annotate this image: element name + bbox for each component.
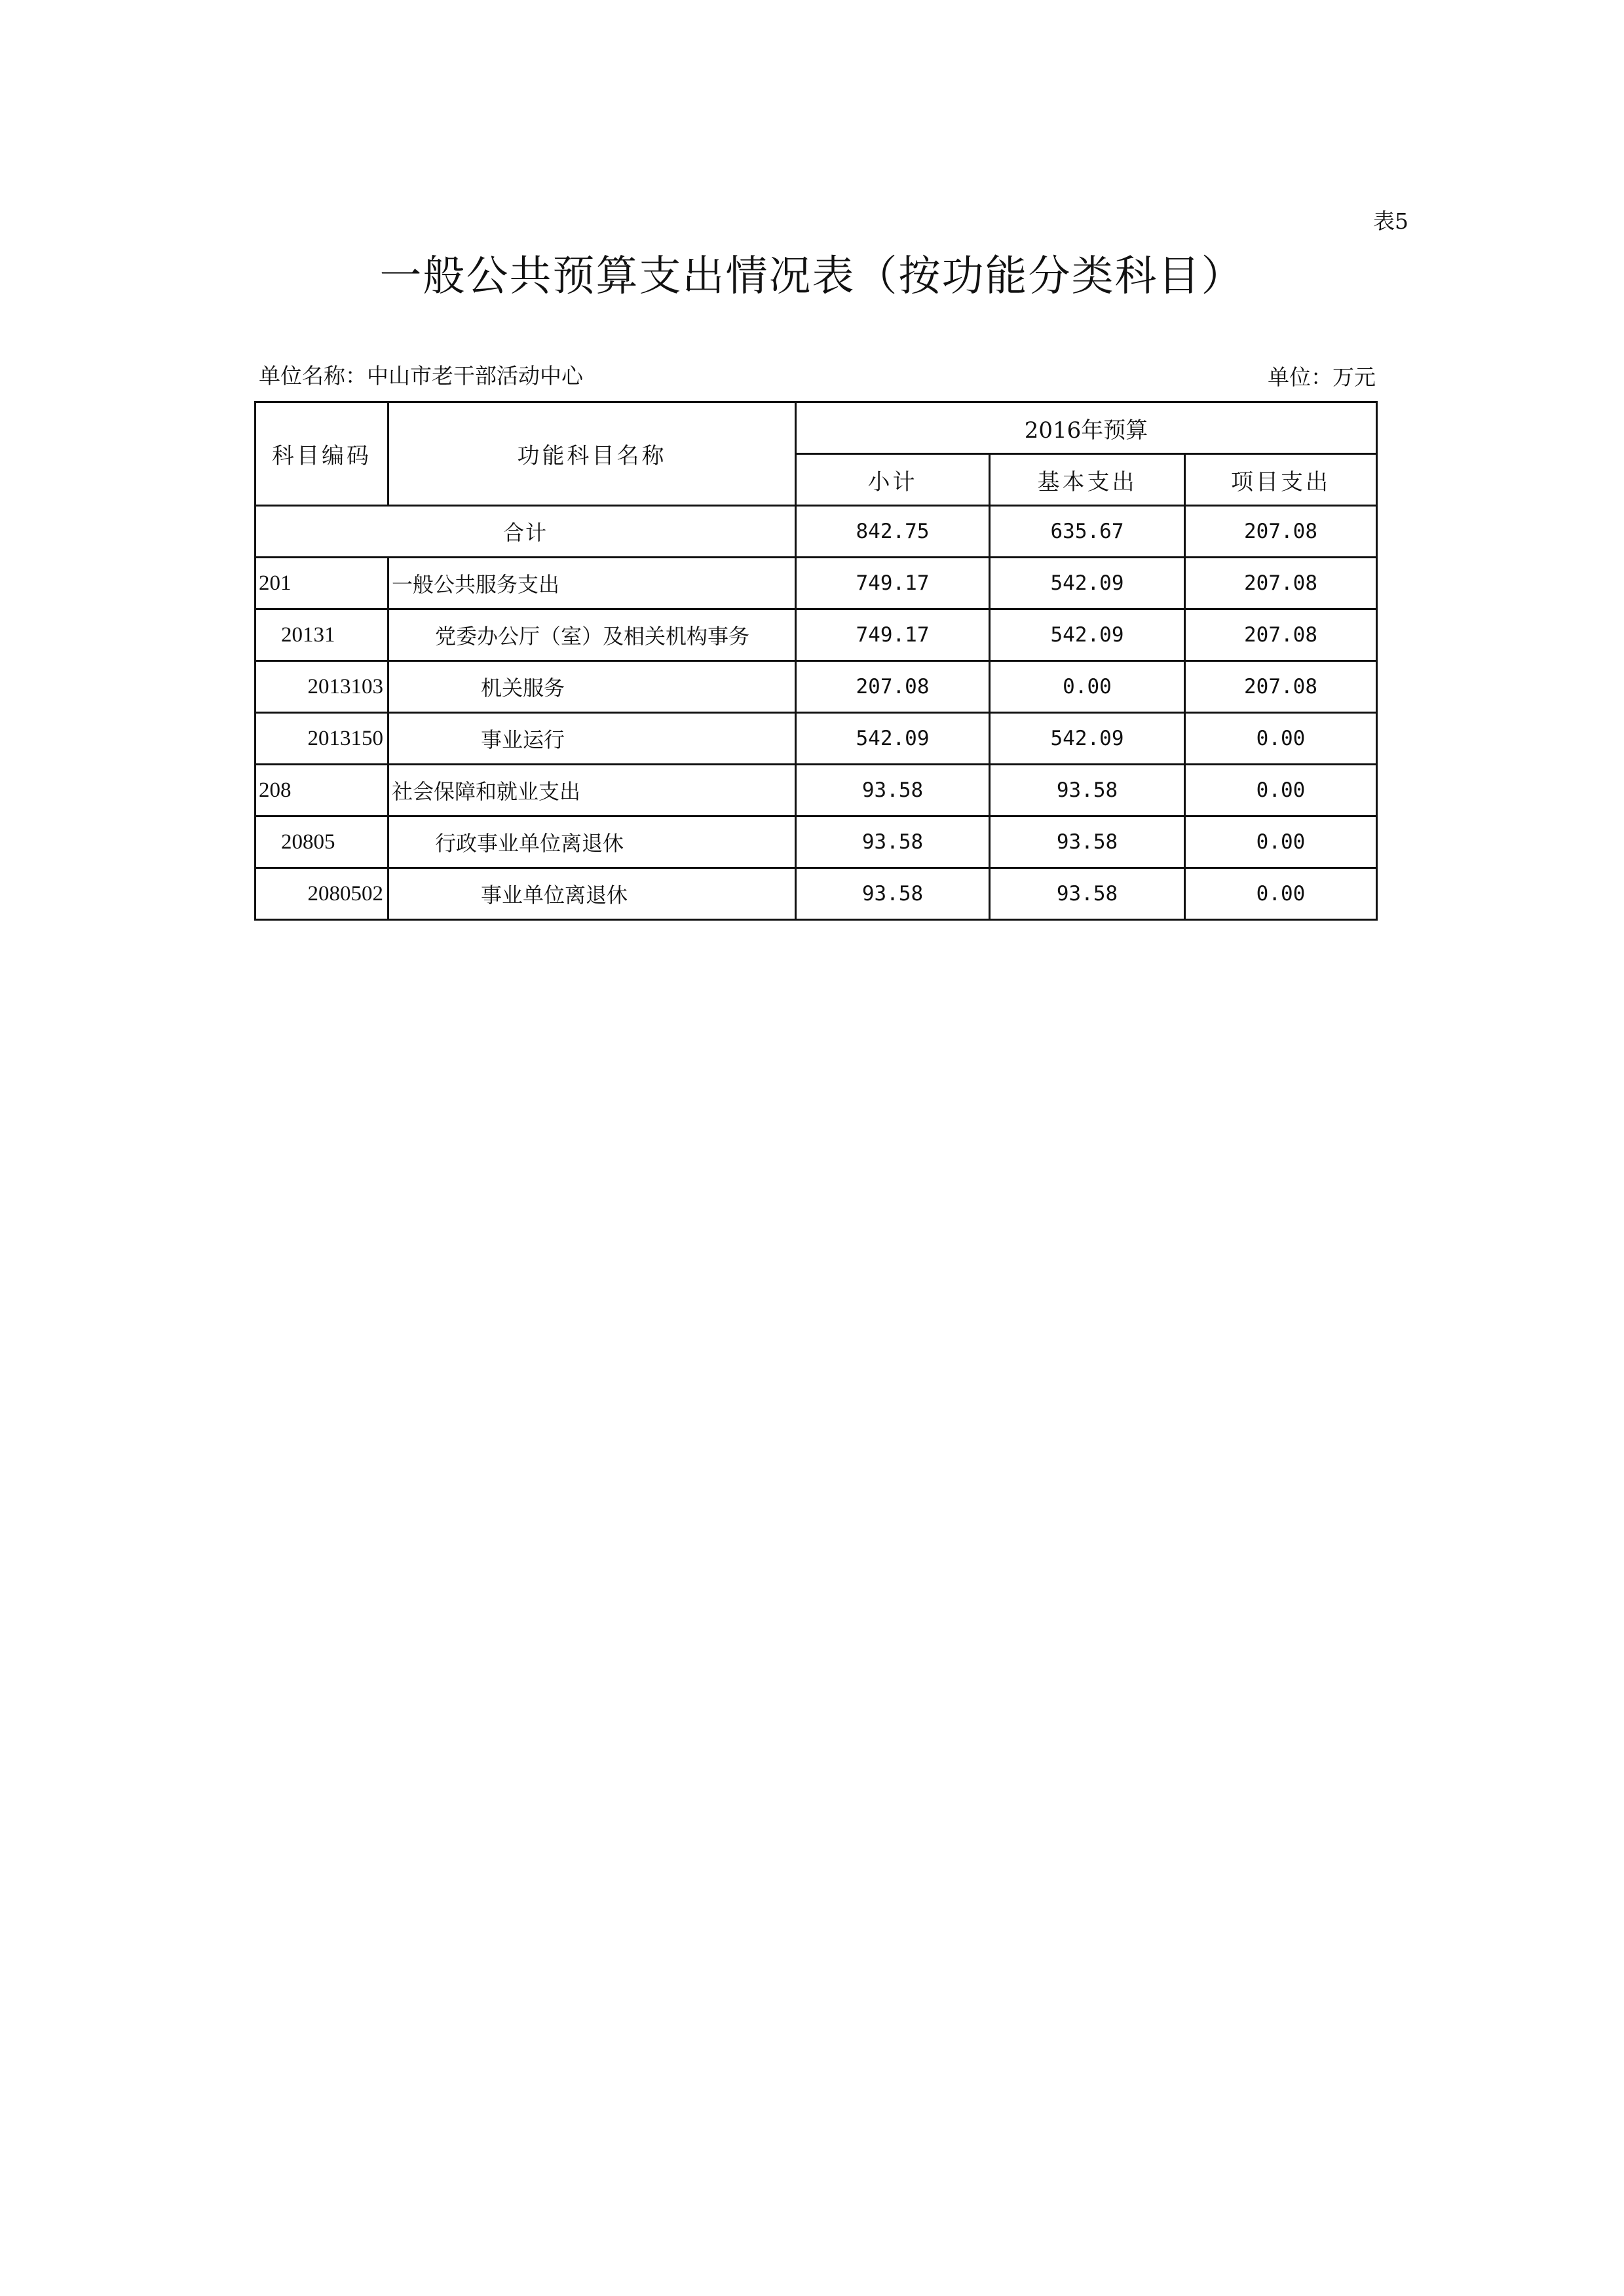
row-basic: 93.58 <box>990 816 1185 868</box>
row-name: 一般公共服务支出 <box>388 558 796 609</box>
row-project: 0.00 <box>1185 868 1377 920</box>
row-basic: 542.09 <box>990 713 1185 765</box>
row-name: 行政事业单位离退休 <box>388 816 796 868</box>
row-code: 2013150 <box>255 713 388 765</box>
currency-unit: 单位：万元 <box>1268 364 1376 390</box>
row-basic: 93.58 <box>990 868 1185 920</box>
header-name: 功能科目名称 <box>388 402 796 506</box>
row-project: 207.08 <box>1185 558 1377 609</box>
table-row <box>255 816 1377 868</box>
total-basic: 635.67 <box>990 506 1185 558</box>
row-code: 2013103 <box>255 661 388 713</box>
total-row <box>255 506 1377 558</box>
header-year: 2016年预算 <box>796 402 1377 454</box>
table-row <box>255 609 1377 661</box>
header-project: 项目支出 <box>1185 454 1377 506</box>
row-project: 0.00 <box>1185 713 1377 765</box>
unit-name: 单位名称：中山市老干部活动中心 <box>259 363 583 389</box>
row-subtotal: 93.58 <box>796 765 990 816</box>
row-subtotal: 93.58 <box>796 868 990 920</box>
page-title: 一般公共预算支出情况表（按功能分类科目） <box>379 252 1245 301</box>
row-name: 党委办公厅（室）及相关机构事务 <box>388 609 796 661</box>
row-name: 机关服务 <box>388 661 796 713</box>
row-subtotal: 749.17 <box>796 558 990 609</box>
total-project: 207.08 <box>1185 506 1377 558</box>
row-code: 2080502 <box>255 868 388 920</box>
table-number: 表5 <box>1373 208 1408 234</box>
table-row <box>255 765 1377 816</box>
header-code: 科目编码 <box>255 402 388 506</box>
table-row <box>255 713 1377 765</box>
row-code: 208 <box>255 765 388 816</box>
total-label: 合计 <box>255 506 796 558</box>
budget-table <box>254 401 1378 921</box>
table-row <box>255 661 1377 713</box>
row-subtotal: 542.09 <box>796 713 990 765</box>
row-basic: 542.09 <box>990 609 1185 661</box>
row-subtotal: 749.17 <box>796 609 990 661</box>
row-subtotal: 207.08 <box>796 661 990 713</box>
row-code: 20131 <box>255 609 388 661</box>
total-subtotal: 842.75 <box>796 506 990 558</box>
row-project: 0.00 <box>1185 816 1377 868</box>
row-basic: 542.09 <box>990 558 1185 609</box>
header-subtotal: 小计 <box>796 454 990 506</box>
row-subtotal: 93.58 <box>796 816 990 868</box>
row-name: 社会保障和就业支出 <box>388 765 796 816</box>
table-row <box>255 558 1377 609</box>
row-project: 0.00 <box>1185 765 1377 816</box>
header-basic: 基本支出 <box>990 454 1185 506</box>
row-project: 207.08 <box>1185 661 1377 713</box>
row-name: 事业运行 <box>388 713 796 765</box>
row-basic: 93.58 <box>990 765 1185 816</box>
row-code: 20805 <box>255 816 388 868</box>
row-code: 201 <box>255 558 388 609</box>
table-row <box>255 868 1377 920</box>
row-name: 事业单位离退休 <box>388 868 796 920</box>
row-project: 207.08 <box>1185 609 1377 661</box>
row-basic: 0.00 <box>990 661 1185 713</box>
